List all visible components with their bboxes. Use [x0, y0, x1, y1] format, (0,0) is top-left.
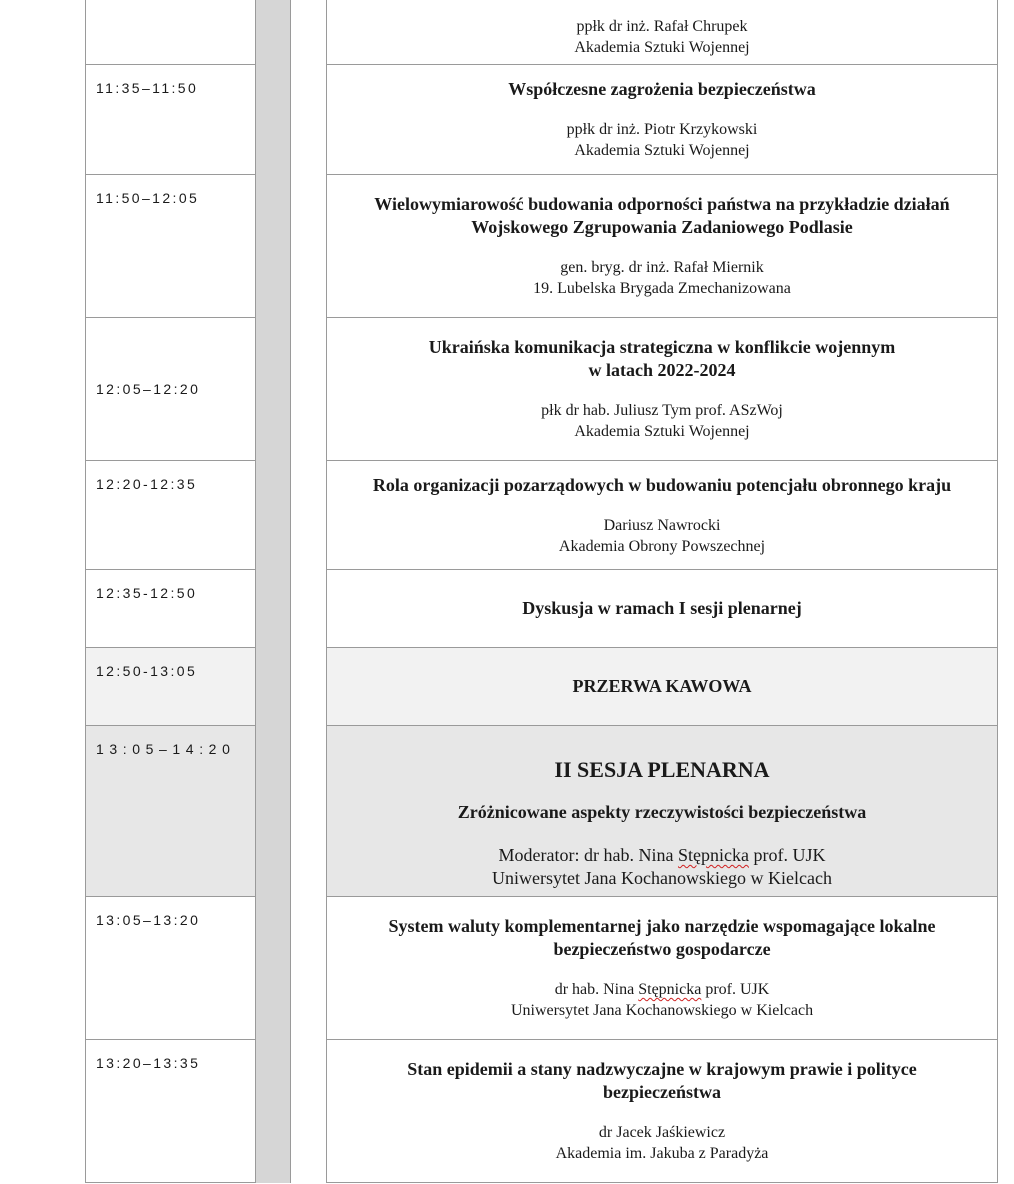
speaker-org: Akademia Sztuki Wojennej: [574, 39, 750, 56]
talk-title: [331, 336, 993, 382]
talk-title: [331, 1058, 993, 1104]
coffee-break-title: PRZERWA KAWOWA: [572, 676, 752, 696]
time-cell: 13:05–14:20: [86, 726, 256, 897]
content-cell: [327, 0, 998, 65]
speaker-org: 19. Lubelska Brygada Zmechanizowana: [533, 280, 791, 297]
talk-title-line: Ukraińska komunikacja strategiczna w konflikcie wojennym: [428, 337, 896, 357]
schedule-row: [86, 726, 998, 897]
content-cell: [327, 648, 998, 726]
content-cell: [327, 461, 998, 570]
schedule-table: [85, 0, 998, 1183]
time-cell: 13:20–13:35: [86, 1040, 256, 1183]
schedule-row: [86, 1040, 998, 1183]
time-cell: 12:20-12:35: [86, 461, 256, 570]
time-cell: 11:50–12:05: [86, 175, 256, 318]
content-cell: [327, 897, 998, 1040]
content-cell: [327, 65, 998, 175]
schedule-row: [86, 0, 998, 65]
time-cell: 13:05–13:20: [86, 897, 256, 1040]
speaker-name: dr hab. Nina Stępnicka prof. UJK: [554, 981, 770, 998]
content-cell: [327, 1040, 998, 1183]
separator-bar: [256, 461, 291, 570]
schedule-row: [86, 570, 998, 648]
time-cell: 12:35-12:50: [86, 570, 256, 648]
talk-title-line: Wielowymiarowość budowania odporności państwa na przykładzie działań: [374, 194, 950, 214]
moderator-surname: Stępnicka: [677, 845, 749, 865]
separator-bar: [256, 570, 291, 648]
session-title: II SESJA PLENARNA: [554, 757, 770, 782]
content-cell: [327, 175, 998, 318]
speaker-org: Akademia Obrony Powszechnej: [558, 537, 766, 555]
separator-bar: [256, 318, 291, 461]
time-cell: 11:35–11:50: [86, 65, 256, 175]
separator-bar: [256, 897, 291, 1040]
speaker-name: ppłk dr inż. Rafał Chrupek: [576, 18, 748, 35]
discussion-title: Dyskusja w ramach I sesji plenarnej: [522, 598, 802, 618]
separator-bar: [256, 648, 291, 726]
speaker-org: Uniwersytet Jana Kochanowskiego w Kielcach: [510, 1002, 814, 1019]
time-cell: 12:50-13:05: [86, 648, 256, 726]
content-cell: [327, 318, 998, 461]
schedule-row: [86, 65, 998, 175]
talk-title-line: System waluty komplementarnej jako narzędzie wspomagające lokalne: [388, 916, 936, 936]
talk-title-line: w latach 2022-2024: [588, 360, 736, 380]
time-cell: 12:05–12:20: [86, 318, 256, 461]
schedule-row: [86, 648, 998, 726]
speaker-name: Dariusz Nawrocki: [603, 516, 721, 534]
talk-title-line: bezpieczeństwa: [603, 1082, 721, 1102]
speaker-name: gen. bryg. dr inż. Rafał Miernik: [560, 259, 764, 276]
moderator-name: Moderator: dr hab. Nina Stępnicka prof. UJK: [498, 845, 826, 865]
separator-bar: [256, 726, 291, 897]
schedule-row: [86, 897, 998, 1040]
talk-title: [331, 193, 993, 239]
session-subtitle: Zróżnicowane aspekty rzeczywistości bezpieczeństwa: [457, 802, 867, 822]
talk-title-line: bezpieczeństwo gospodarcze: [553, 939, 771, 959]
moderator-org: Uniwersytet Jana Kochanowskiego w Kielcach: [492, 868, 832, 888]
speaker-surname: Stępnicka: [638, 981, 702, 998]
separator-bar: [256, 65, 291, 175]
speaker-org: Akademia im. Jakuba z Paradyża: [555, 1145, 769, 1162]
speaker-name: ppłk dr inż. Piotr Krzykowski: [566, 121, 758, 138]
speaker-name: dr Jacek Jaśkiewicz: [598, 1124, 726, 1141]
content-cell: [327, 570, 998, 648]
separator-bar: [256, 1040, 291, 1183]
speaker-org: Akademia Sztuki Wojennej: [574, 423, 750, 440]
separator-bar: [256, 0, 291, 65]
talk-title-line: Wojskowego Zgrupowania Zadaniowego Podlasie: [471, 217, 853, 237]
schedule-row: [86, 175, 998, 318]
schedule-row: [86, 318, 998, 461]
speaker-name: płk dr hab. Juliusz Tym prof. ASzWoj: [541, 402, 783, 419]
talk-title: Rola organizacji pozarządowych w budowaniu potencjału obronnego kraju: [372, 474, 952, 495]
speaker-org: Akademia Sztuki Wojennej: [574, 142, 750, 159]
talk-title: Współczesne zagrożenia bezpieczeństwa: [508, 79, 816, 99]
content-cell: [327, 726, 998, 897]
talk-title-line: Stan epidemii a stany nadzwyczajne w krajowym prawie i polityce: [407, 1059, 917, 1079]
time-cell: [86, 0, 256, 65]
separator-bar: [256, 175, 291, 318]
schedule-row: [86, 461, 998, 570]
talk-title: [331, 915, 993, 961]
